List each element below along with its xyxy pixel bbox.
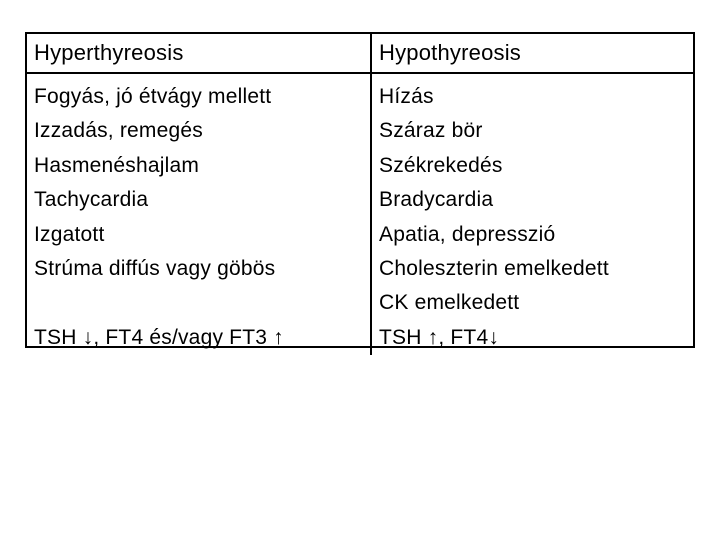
header-hyperthyreosis: Hyperthyreosis: [27, 34, 372, 74]
hypothyreosis-symptoms: [372, 74, 693, 355]
symptom-line: Bradycardia: [379, 188, 494, 212]
header-hypothyreosis: Hypothyreosis: [372, 34, 693, 74]
lab-findings-line: TSH ↓, FT4 és/vagy FT3 ↑: [34, 325, 284, 349]
symptom-line: Száraz bör: [379, 119, 483, 143]
symptom-line: Hízás: [379, 85, 434, 108]
empty-line: [34, 286, 370, 320]
symptom-line: CK emelkedett: [379, 291, 520, 315]
symptom-line: Székrekedés: [379, 153, 503, 177]
comparison-table: [25, 32, 695, 348]
symptom-line: Tachycardia: [34, 188, 149, 212]
lab-findings-line: TSH ↑, FT4↓: [379, 325, 500, 349]
symptom-line: Hasmenéshajlam: [34, 153, 200, 177]
symptom-line: Choleszterin emelkedett: [379, 256, 609, 280]
symptom-line: Strúma diffús vagy göbös: [34, 256, 276, 280]
symptom-line: Izgatott: [34, 222, 105, 246]
hyperthyreosis-symptoms: [27, 74, 372, 355]
symptom-line: Apatia, depresszió: [379, 222, 556, 246]
symptom-line: Izzadás, remegés: [34, 119, 203, 143]
symptom-line: Fogyás, jó étvágy mellett: [34, 85, 272, 108]
